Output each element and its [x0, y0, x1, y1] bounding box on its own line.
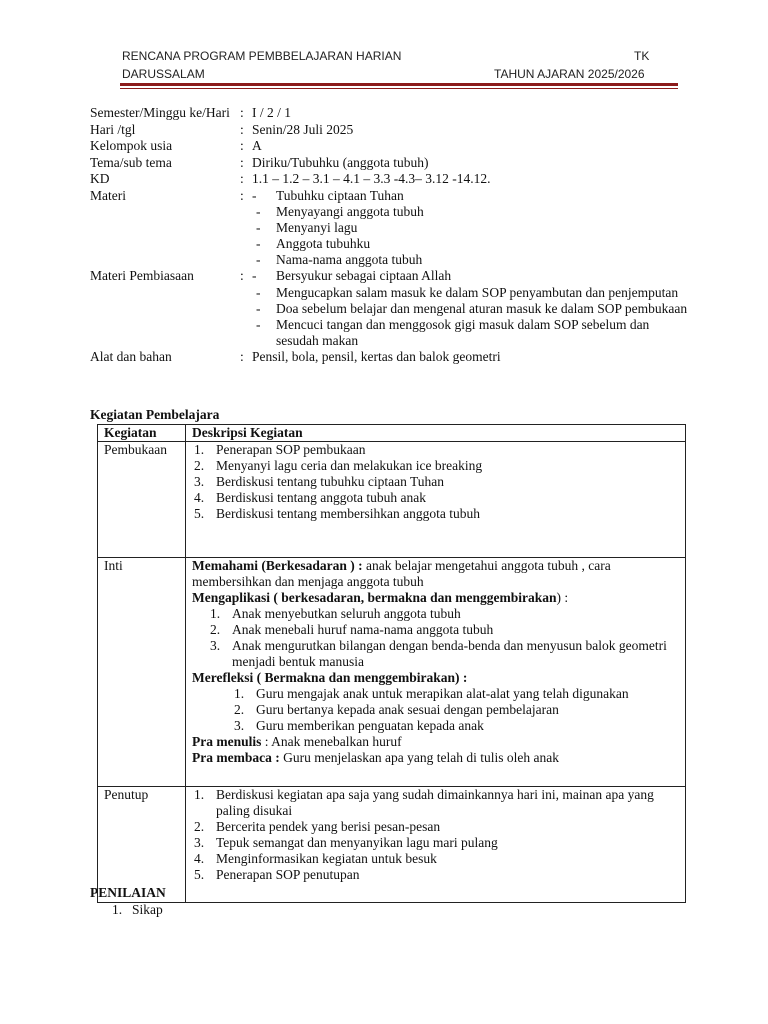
- merefleksi-number: 3.: [234, 718, 245, 733]
- memahami-label: Memahami (Berkesadaran ) :: [192, 558, 363, 573]
- materi-first: [252, 188, 690, 205]
- info-value: Diriku/Tubuhku (anggota tubuh): [252, 154, 429, 170]
- alat-colon: :: [240, 348, 244, 364]
- pembukaan-label: Pembukaan: [98, 442, 186, 558]
- info-colon: :: [240, 171, 244, 186]
- inti-mengaplikasi: [192, 590, 679, 606]
- info-colon: :: [240, 154, 244, 170]
- col-kegiatan-header: Kegiatan: [98, 425, 186, 442]
- pra-membaca: [192, 750, 679, 766]
- memahami-text: anak belajar mengetahui anggota tubuh , cara membersihkan dan menjaga anggota tubuh: [192, 558, 611, 589]
- pembukaan-cell: [186, 442, 686, 558]
- pembiasaan-row: [90, 268, 690, 285]
- pra-membaca-text: Guru menjelaskan apa yang telah di tulis oleh anak: [279, 750, 560, 765]
- penutup-item: [192, 835, 679, 851]
- pembiasaan-item-text: Mencuci tangan dan menggosok gigi masuk dalam SOP sebelum dan sesudah makan: [276, 316, 650, 348]
- penutup-number: 2.: [194, 819, 205, 834]
- pembukaan-text: Penerapan SOP pembukaan: [216, 442, 366, 457]
- mengaplikasi-item: [192, 622, 679, 638]
- pembiasaan-item-dash: -: [256, 316, 261, 332]
- info-rows: [90, 105, 690, 188]
- materi-item: [254, 204, 690, 220]
- header-academic-year: TAHUN AJARAN 2025/2026: [494, 67, 645, 81]
- penutup-item: [192, 867, 679, 883]
- penilaian-item-text: Sikap: [132, 902, 163, 917]
- materi-item: [254, 236, 690, 252]
- merefleksi-label: Merefleksi ( Bermakna dan menggembirakan) :: [192, 670, 468, 685]
- info-value: 1.1 – 1.2 – 3.1 – 4.1 – 3.3 -4.3– 3.12 -14.12.: [252, 171, 491, 186]
- info-label: Hari /tgl: [90, 121, 136, 137]
- info-colon: :: [240, 105, 244, 120]
- materi-item-dash: -: [256, 220, 261, 235]
- mengaplikasi-number: 2.: [210, 622, 221, 637]
- pembiasaan-label: Materi Pembiasaan: [90, 268, 194, 283]
- penutup-text: Bercerita pendek yang berisi pesan-pesan: [216, 819, 441, 834]
- materi-colon: :: [240, 187, 244, 203]
- alat-value: Pensil, bola, pensil, kertas dan balok geometri: [252, 348, 501, 364]
- inti-label: Inti: [98, 558, 186, 787]
- row-pembukaan: [98, 442, 686, 558]
- merefleksi-item: [192, 686, 679, 702]
- alat-row: [90, 349, 690, 366]
- pembiasaan-colon: :: [240, 268, 244, 283]
- mengaplikasi-number: 3.: [210, 638, 221, 653]
- alat-label: Alat dan bahan: [90, 348, 172, 364]
- pembiasaan-item-dash: -: [256, 284, 261, 300]
- pembukaan-item: [192, 506, 679, 522]
- pra-menulis-label: Pra menulis: [192, 734, 262, 749]
- merefleksi-number: 2.: [234, 702, 245, 717]
- pembiasaan-item: [254, 301, 690, 317]
- penutup-item: [192, 787, 679, 819]
- info-value: I / 2 / 1: [252, 105, 291, 120]
- mengaplikasi-item: [192, 606, 679, 622]
- materi-item-dash: -: [256, 236, 261, 251]
- info-row: [90, 171, 690, 188]
- merefleksi-text: Guru memberikan penguatan kepada anak: [256, 718, 484, 733]
- mengaplikasi-text: Anak menyebutkan seluruh anggota tubuh: [232, 606, 461, 621]
- header-school: DARUSSALAM: [122, 67, 205, 81]
- penutup-label: Penutup: [98, 787, 186, 903]
- pembukaan-text: Berdiskusi tentang tubuhku ciptaan Tuhan: [216, 474, 444, 489]
- info-block: [90, 105, 690, 365]
- mengaplikasi-text: Anak menebali huruf nama-nama anggota tubuh: [232, 622, 494, 637]
- penutup-number: 4.: [194, 851, 205, 866]
- mengaplikasi-tail: ) :: [556, 590, 569, 605]
- penutup-text: Tepuk semangat dan menyanyikan lagu mari pulang: [216, 835, 498, 850]
- info-row: [90, 122, 690, 139]
- header-level: TK: [634, 49, 650, 63]
- pembukaan-item: [192, 474, 679, 490]
- merefleksi-number: 1.: [234, 686, 245, 701]
- materi-item-dash: -: [256, 204, 261, 219]
- materi-first-text: Tubuhku ciptaan Tuhan: [276, 187, 404, 203]
- info-label: Semester/Minggu ke/Hari: [90, 105, 230, 120]
- kegiatan-title: Kegiatan Pembelajara: [90, 407, 220, 422]
- inti-cell: [186, 558, 686, 787]
- pembukaan-number: 5.: [194, 506, 205, 521]
- mengaplikasi-item: [192, 638, 679, 670]
- penutup-number: 1.: [194, 787, 205, 802]
- info-row: [90, 155, 690, 172]
- info-colon: :: [240, 121, 244, 137]
- merefleksi-list: [192, 686, 679, 734]
- penutup-item: [192, 819, 679, 835]
- pembiasaan-item: [254, 317, 690, 349]
- pembiasaan-item-dash: -: [256, 300, 261, 316]
- info-row: [90, 105, 690, 122]
- materi-first-dash: -: [252, 187, 257, 203]
- pembukaan-item: [192, 458, 679, 474]
- penilaian-item-number: 1.: [112, 902, 123, 917]
- row-inti: [98, 558, 686, 787]
- header-title: RENCANA PROGRAM PEMBBELAJARAN HARIAN: [122, 49, 402, 63]
- pembukaan-list: [192, 442, 679, 522]
- merefleksi-item: [192, 702, 679, 718]
- penutup-list: [192, 787, 679, 883]
- penutup-cell: [186, 787, 686, 903]
- mengaplikasi-number: 1.: [210, 606, 221, 621]
- pembiasaan-item-text: Doa sebelum belajar dan mengenal aturan masuk ke dalam SOP pembukaan: [276, 300, 688, 316]
- info-row: [90, 138, 690, 155]
- penutup-text: Menginformasikan kegiatan untuk besuk: [216, 851, 437, 866]
- penutup-number: 3.: [194, 835, 205, 850]
- materi-label: Materi: [90, 187, 126, 203]
- penilaian-item: [112, 902, 163, 918]
- materi-item-text: Anggota tubuhku: [276, 236, 371, 251]
- pra-membaca-label: Pra membaca :: [192, 750, 280, 765]
- penutup-text: Berdiskusi kegiatan apa saja yang sudah dimainkannya hari ini, mainan apa yang paling disukai: [216, 787, 654, 818]
- info-value: Senin/28 Juli 2025: [252, 121, 354, 137]
- header-rule-thin: [120, 88, 678, 89]
- pembiasaan-first-dash: -: [252, 268, 257, 283]
- pembukaan-number: 1.: [194, 442, 205, 457]
- merefleksi-text: Guru mengajak anak untuk merapikan alat-alat yang telah digunakan: [256, 686, 629, 701]
- info-value: A: [252, 138, 262, 153]
- info-label: Tema/sub tema: [90, 154, 172, 170]
- pembukaan-number: 2.: [194, 458, 205, 473]
- pembukaan-number: 3.: [194, 474, 205, 489]
- pembukaan-number: 4.: [194, 490, 205, 505]
- merefleksi-text: Guru bertanya kepada anak sesuai dengan pembelajaran: [256, 702, 559, 717]
- materi-item: [254, 220, 690, 236]
- pra-menulis: [192, 734, 679, 750]
- col-deskripsi-header: Deskripsi Kegiatan: [186, 425, 686, 442]
- materi-list: [90, 204, 690, 268]
- header-rule-thick: [120, 83, 678, 86]
- mengaplikasi-list: [192, 606, 679, 670]
- table-header-row: [98, 425, 686, 442]
- pembiasaan-first: [252, 268, 690, 285]
- pembiasaan-item: [254, 285, 690, 301]
- materi-item-dash: -: [256, 252, 261, 267]
- pra-menulis-text: : Anak menebalkan huruf: [261, 734, 402, 749]
- materi-item: [254, 252, 690, 268]
- info-label: KD: [90, 171, 110, 186]
- penutup-text: Penerapan SOP penutupan: [216, 867, 360, 882]
- pembukaan-item: [192, 490, 679, 506]
- row-penutup: [98, 787, 686, 903]
- materi-item-text: Menyayangi anggota tubuh: [276, 204, 424, 219]
- mengaplikasi-label: Mengaplikasi ( berkesadaran, bermakna dan menggembirakan: [192, 590, 557, 605]
- merefleksi-item: [192, 718, 679, 734]
- pembukaan-text: Berdiskusi tentang anggota tubuh anak: [216, 490, 426, 505]
- pembiasaan-list: [90, 285, 690, 349]
- materi-row: [90, 188, 690, 205]
- pembiasaan-item-text: Mengucapkan salam masuk ke dalam SOP penyambutan dan penjemputan: [276, 284, 679, 300]
- penilaian-title: PENILAIAN: [90, 885, 166, 900]
- kegiatan-table: [97, 424, 686, 903]
- penutup-item: [192, 851, 679, 867]
- info-colon: :: [240, 138, 244, 153]
- materi-item-text: Menyanyi lagu: [276, 220, 358, 235]
- inti-memahami: [192, 558, 679, 590]
- pembukaan-item: [192, 442, 679, 458]
- info-label: Kelompok usia: [90, 138, 173, 153]
- pembukaan-text: Berdiskusi tentang membersihkan anggota tubuh: [216, 506, 480, 521]
- pembukaan-text: Menyanyi lagu ceria dan melakukan ice breaking: [216, 458, 483, 473]
- pembiasaan-first-text: Bersyukur sebagai ciptaan Allah: [276, 268, 452, 283]
- mengaplikasi-text: Anak mengurutkan bilangan dengan benda-benda dan menyusun balok geometri menjadi bentuk manusia: [232, 638, 667, 669]
- penutup-number: 5.: [194, 867, 205, 882]
- materi-item-text: Nama-nama anggota tubuh: [276, 252, 423, 267]
